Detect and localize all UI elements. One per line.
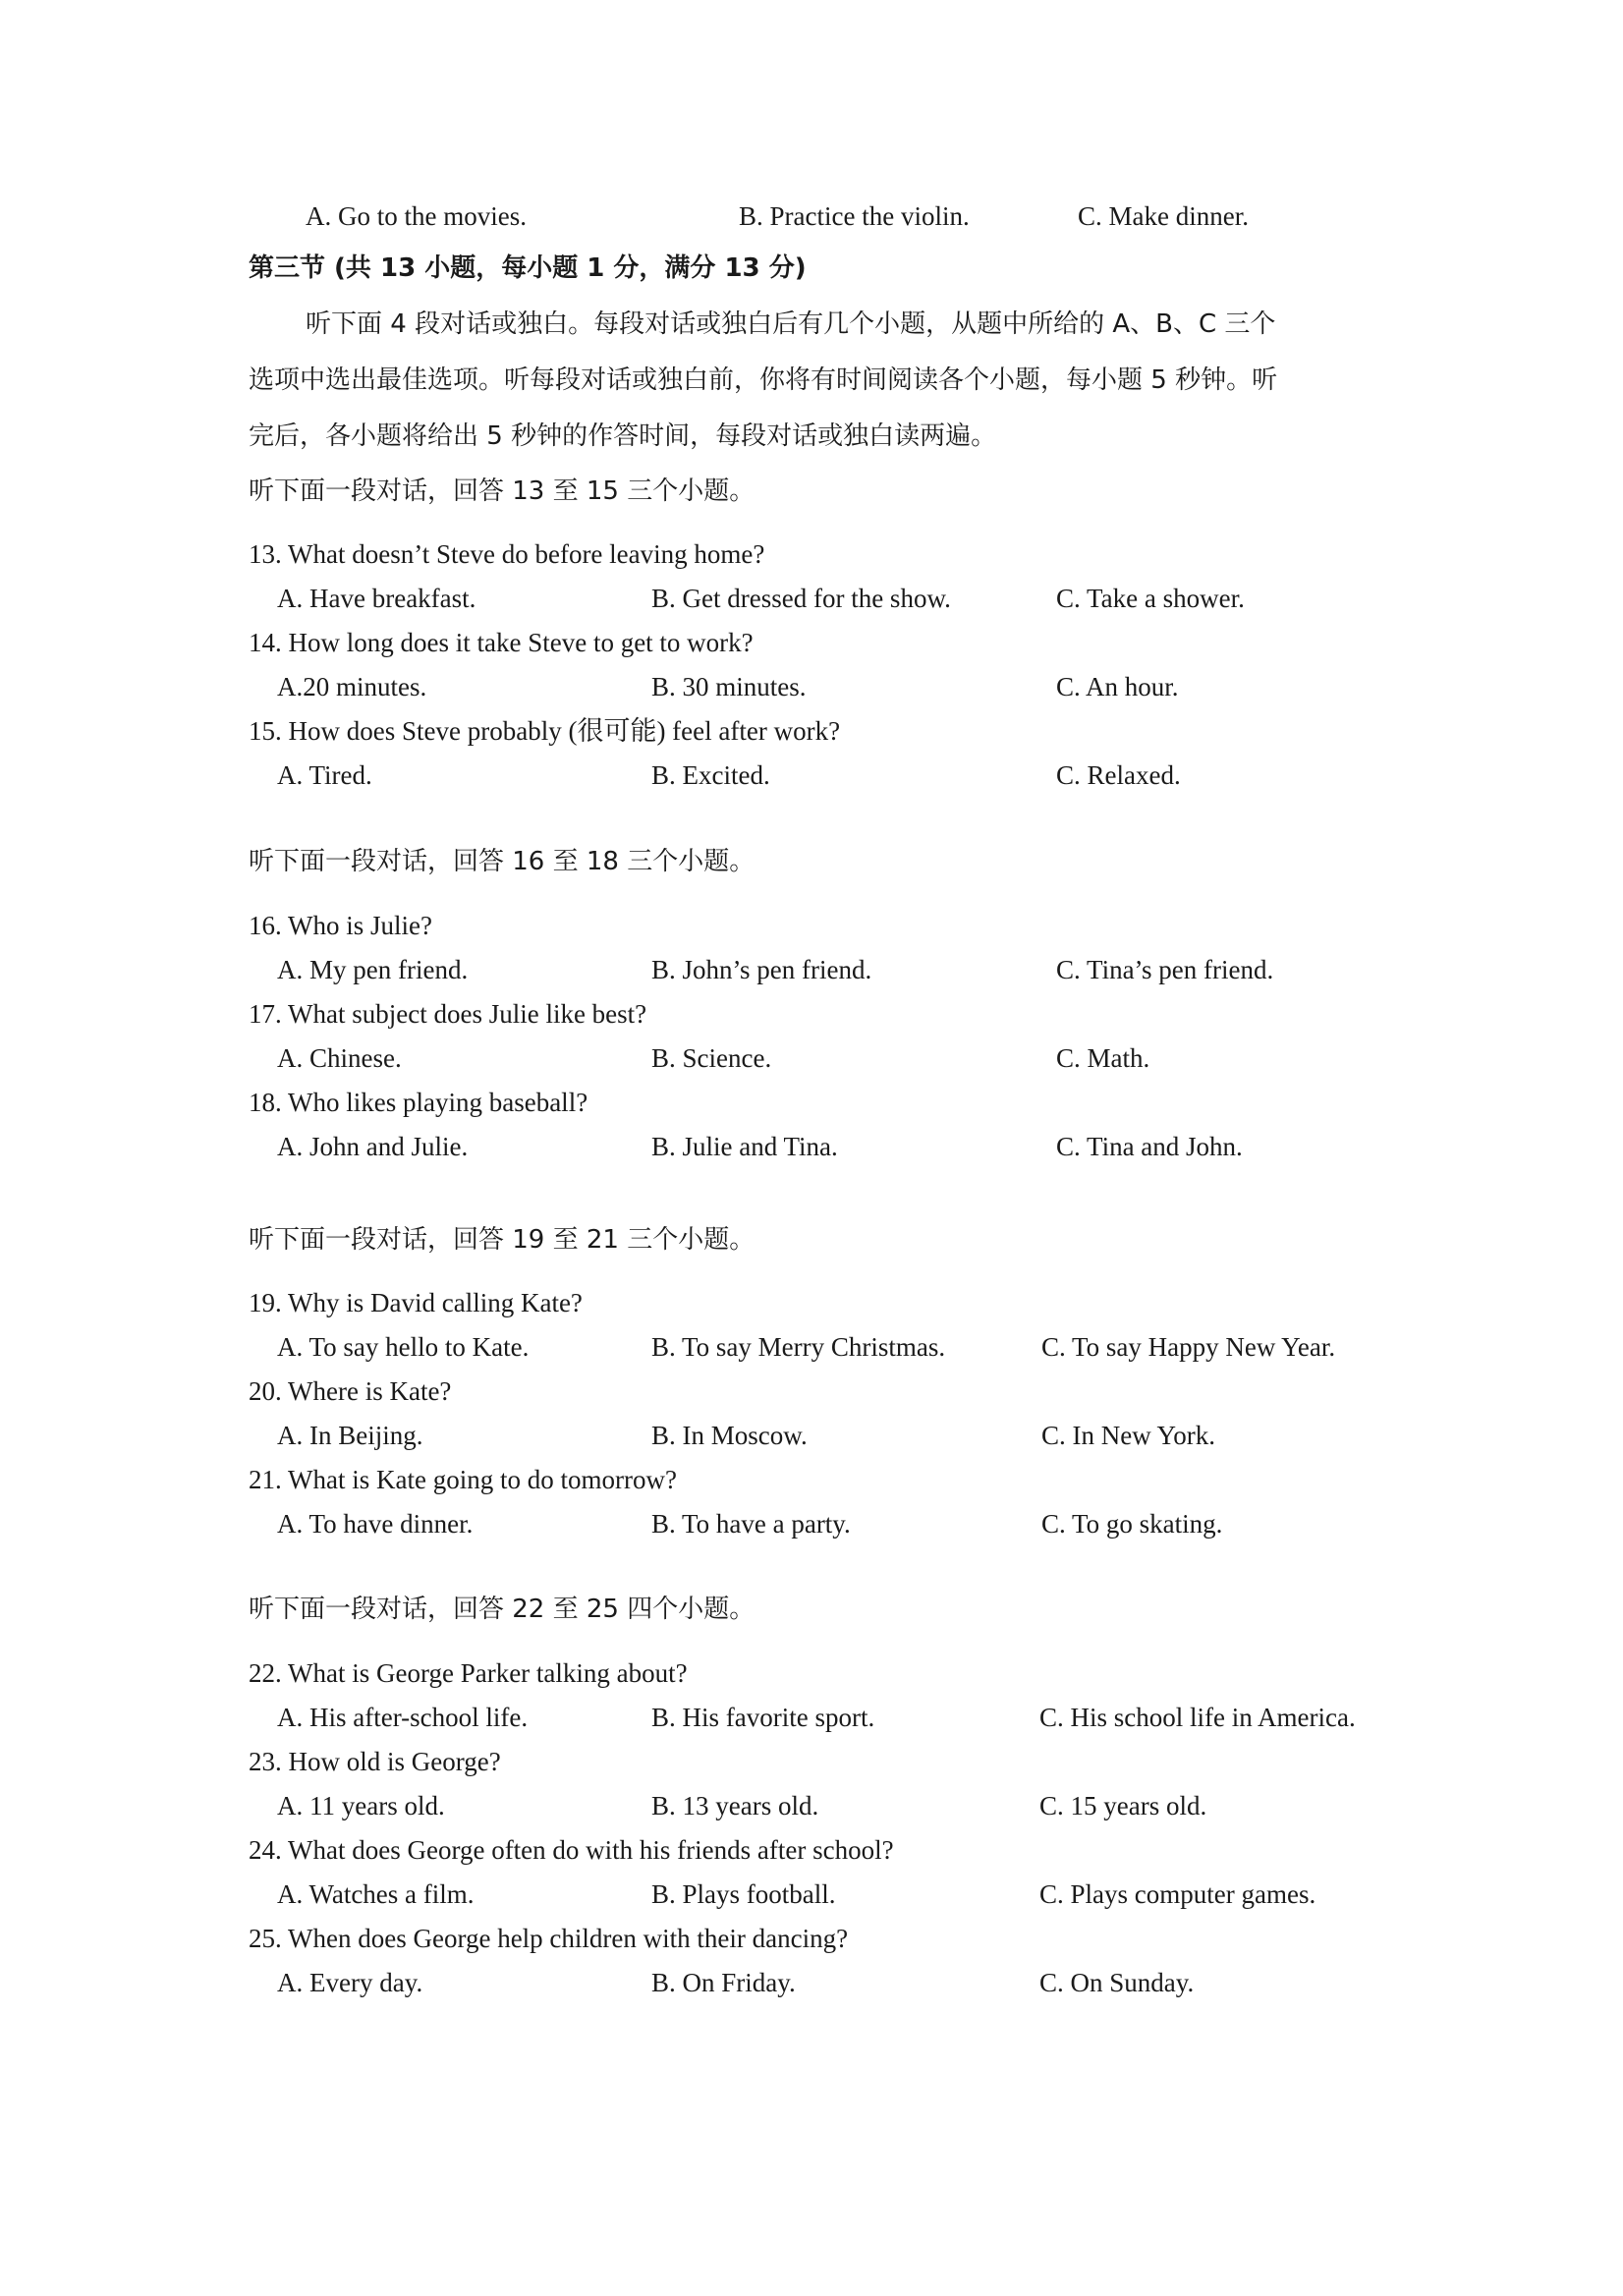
- option-c: C. Tina’s pen friend.: [1056, 955, 1274, 984]
- option-a: A.20 minutes.: [277, 672, 427, 701]
- option-a: A. In Beijing.: [277, 1421, 423, 1450]
- option-a: A. 11 years old.: [277, 1791, 445, 1820]
- option-c: C. To say Happy New Year.: [1041, 1332, 1336, 1362]
- instruction-line: 完后，各小题将给出 5 秒钟的作答时间，每段对话或独白读两遍。: [249, 421, 997, 451]
- option-a: A. Tired.: [277, 760, 372, 790]
- option-c: C. Tina and John.: [1056, 1132, 1243, 1161]
- group-intro: 听下面一段对话，回答 22 至 25 四个小题。: [249, 1595, 756, 1624]
- option-b: B. In Moscow.: [651, 1421, 808, 1450]
- question-text: 19. Why is David calling Kate?: [249, 1288, 583, 1317]
- option-b: B. To have a party.: [651, 1509, 851, 1539]
- option-b: B. Excited.: [651, 760, 770, 790]
- group-intro: 听下面一段对话，回答 13 至 15 三个小题。: [249, 476, 756, 506]
- option-a: A. To say hello to Kate.: [277, 1332, 530, 1362]
- option-b: B. To say Merry Christmas.: [651, 1332, 946, 1362]
- question-text: 17. What subject does Julie like best?: [249, 999, 647, 1029]
- top-option-a: A. Go to the movies.: [306, 201, 527, 231]
- option-c: C. To go skating.: [1041, 1509, 1223, 1539]
- top-option-c: C. Make dinner.: [1078, 201, 1249, 231]
- option-c: C. In New York.: [1041, 1421, 1216, 1450]
- option-b: B. John’s pen friend.: [651, 955, 872, 984]
- question-text: 14. How long does it take Steve to get to work?: [249, 628, 754, 657]
- question-text: 21. What is Kate going to do tomorrow?: [249, 1465, 677, 1494]
- question-text: 23. How old is George?: [249, 1747, 501, 1776]
- option-b: B. His favorite sport.: [651, 1703, 875, 1732]
- option-a: A. His after-school life.: [277, 1703, 529, 1732]
- question-text: 16. Who is Julie?: [249, 911, 432, 940]
- question-text: 15. How does Steve probably (很可能) feel after work?: [249, 716, 841, 746]
- instruction-line: 听下面 4 段对话或独白。每段对话或独白后有几个小题，从题中所给的 A、B、C 三个: [306, 309, 1276, 339]
- option-a: A. Watches a film.: [277, 1879, 475, 1909]
- group-intro: 听下面一段对话，回答 16 至 18 三个小题。: [249, 847, 756, 876]
- option-b: B. Julie and Tina.: [651, 1132, 838, 1161]
- question-text: 18. Who likes playing baseball?: [249, 1088, 588, 1117]
- option-a: A. To have dinner.: [277, 1509, 474, 1539]
- option-b: B. Science.: [651, 1043, 772, 1073]
- section-header: 第三节 (共 13 小题，每小题 1 分，满分 13 分): [249, 253, 807, 283]
- option-c: C. Plays computer games.: [1039, 1879, 1316, 1909]
- top-option-b: B. Practice the violin.: [739, 201, 970, 231]
- option-c: C. Take a shower.: [1056, 584, 1245, 613]
- option-b: B. 13 years old.: [651, 1791, 819, 1820]
- option-b: B. Get dressed for the show.: [651, 584, 951, 613]
- question-text: 25. When does George help children with their dancing?: [249, 1924, 849, 1953]
- question-text: 22. What is George Parker talking about?: [249, 1658, 688, 1688]
- question-text: 24. What does George often do with his friends after school?: [249, 1835, 894, 1865]
- option-c: C. An hour.: [1056, 672, 1179, 701]
- option-c: C. His school life in America.: [1039, 1703, 1356, 1732]
- question-text: 20. Where is Kate?: [249, 1376, 452, 1406]
- option-c: C. Relaxed.: [1056, 760, 1181, 790]
- option-b: B. 30 minutes.: [651, 672, 807, 701]
- option-c: C. 15 years old.: [1039, 1791, 1207, 1820]
- question-text: 13. What doesn’t Steve do before leaving home?: [249, 539, 765, 569]
- option-a: A. John and Julie.: [277, 1132, 469, 1161]
- group-intro: 听下面一段对话，回答 19 至 21 三个小题。: [249, 1225, 756, 1255]
- option-b: B. On Friday.: [651, 1968, 796, 1997]
- option-c: C. Math.: [1056, 1043, 1150, 1073]
- option-a: A. My pen friend.: [277, 955, 469, 984]
- option-b: B. Plays football.: [651, 1879, 836, 1909]
- option-c: C. On Sunday.: [1039, 1968, 1195, 1997]
- option-a: A. Chinese.: [277, 1043, 402, 1073]
- option-a: A. Have breakfast.: [277, 584, 476, 613]
- option-a: A. Every day.: [277, 1968, 423, 1997]
- instruction-line: 选项中选出最佳选项。听每段对话或独白前，你将有时间阅读各个小题，每小题 5 秒钟。听: [249, 365, 1278, 395]
